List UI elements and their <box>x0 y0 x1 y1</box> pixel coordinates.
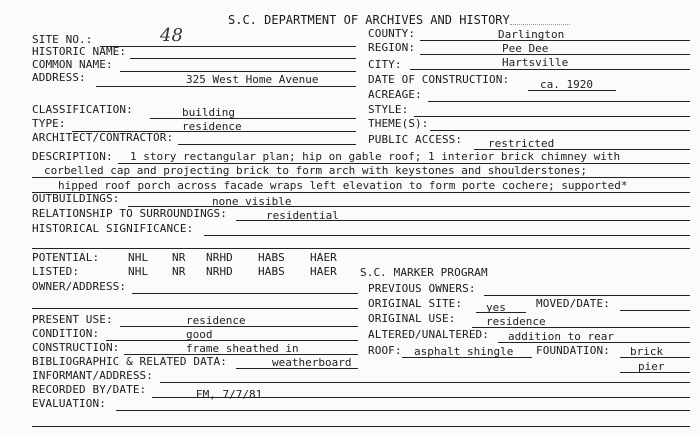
city-line <box>410 69 690 70</box>
county-value: Darlington <box>498 28 565 41</box>
themes-line <box>430 130 690 131</box>
moved-date-label: MOVED/DATE: <box>536 297 610 310</box>
present-use-line <box>120 326 358 327</box>
relationship-label: RELATIONSHIP TO SURROUNDINGS: <box>32 207 227 220</box>
moved-date-line <box>620 310 690 311</box>
county-line <box>420 40 690 41</box>
altered-line <box>498 342 690 343</box>
style-line <box>414 116 690 117</box>
potential-nr: NR <box>172 251 186 264</box>
foundation-value-2: pier <box>638 360 665 373</box>
outbuildings-value: none visible <box>212 195 292 208</box>
site-no-value: 48 <box>160 25 183 46</box>
condition-label: CONDITION: <box>32 327 100 340</box>
architect-line <box>178 144 356 145</box>
owner-address-line-2 <box>32 308 358 309</box>
recorded-value: EM, 7/7/81 <box>196 388 263 401</box>
significance-label: HISTORICAL SIGNIFICANCE: <box>32 222 194 235</box>
original-site-label: ORIGINAL SITE: <box>368 297 463 310</box>
construction-value: frame sheathed in <box>186 342 299 355</box>
roof-line <box>402 357 532 358</box>
listed-label: LISTED: <box>32 265 80 278</box>
foundation-line-2 <box>620 372 690 373</box>
listed-haer: HAER <box>310 265 337 278</box>
previous-owners-line <box>484 295 690 296</box>
address-value: 325 West Home Avenue <box>186 73 319 86</box>
city-value: Hartsville <box>502 56 569 69</box>
region-line <box>420 54 690 55</box>
description-line-1: 1 story rectangular plan; hip on gable roof; 1 interior brick chimney with <box>130 150 621 163</box>
previous-owners-label: PREVIOUS OWNERS: <box>368 282 476 295</box>
title-dotted-rule <box>510 24 570 25</box>
type-value: residence <box>182 120 242 133</box>
construction-value-2: weatherboard <box>272 356 352 369</box>
bibliographic-label: BIBLIOGRAPHIC & RELATED DATA: <box>32 355 227 368</box>
listed-nr: NR <box>172 265 186 278</box>
date-construction-value: ca. 1920 <box>540 78 593 91</box>
original-site-line <box>476 312 526 313</box>
foundation-label: FOUNDATION: <box>536 344 610 357</box>
address-line <box>96 86 356 87</box>
significance-line-2 <box>32 248 690 249</box>
architect-label: ARCHITECT/CONTRACTOR: <box>32 131 174 144</box>
owner-address-label: OWNER/ADDRESS: <box>32 280 127 293</box>
address-label: ADDRESS: <box>32 71 86 84</box>
description-label: DESCRIPTION: <box>32 150 113 163</box>
historic-name-label: HISTORIC NAME: <box>32 45 127 58</box>
region-value: Pee Dee <box>502 42 549 55</box>
potential-label: POTENTIAL: <box>32 251 100 264</box>
informant-line <box>160 382 690 383</box>
listed-nrhd: NRHD <box>206 265 233 278</box>
type-label: TYPE: <box>32 117 66 130</box>
historic-name-line <box>130 58 356 59</box>
altered-value: addition to rear <box>508 330 614 343</box>
site-no-label: SITE NO.: <box>32 33 93 46</box>
potential-haer: HAER <box>310 251 337 264</box>
department-title: S.C. DEPARTMENT OF ARCHIVES AND HISTORY <box>228 13 510 27</box>
relationship-value: residential <box>266 209 339 222</box>
acreage-label: ACREAGE: <box>368 88 422 101</box>
description-rule-3 <box>32 192 690 193</box>
recorded-line <box>152 397 690 398</box>
original-site-value: yes <box>486 301 506 314</box>
themes-label: THEME(S): <box>368 117 429 130</box>
public-access-label: PUBLIC ACCESS: <box>368 133 463 146</box>
region-label: REGION: <box>368 41 416 54</box>
roof-label: ROOF: <box>368 344 402 357</box>
classification-label: CLASSIFICATION: <box>32 103 133 116</box>
present-use-value: residence <box>186 314 246 327</box>
potential-nrhd: NRHD <box>206 251 233 264</box>
evaluation-line-2 <box>32 426 690 427</box>
public-access-value: restricted <box>488 137 555 150</box>
foundation-line <box>620 357 690 358</box>
original-use-line <box>472 327 690 328</box>
site-no-line <box>100 46 356 47</box>
bibliographic-line <box>236 368 358 369</box>
present-use-label: PRESENT USE: <box>32 313 113 326</box>
original-use-value: residence <box>486 315 546 328</box>
city-label: CITY: <box>368 58 402 71</box>
common-name-line <box>120 71 356 72</box>
original-use-label: ORIGINAL USE: <box>368 312 456 325</box>
style-label: STYLE: <box>368 103 409 116</box>
listed-habs: HABS <box>258 265 285 278</box>
owner-address-line <box>132 293 358 294</box>
description-line-2: corbelled cap and projecting brick to form arch with keystones and shoulderstones; <box>44 164 588 177</box>
construction-label: CONSTRUCTION: <box>32 341 120 354</box>
potential-habs: HABS <box>258 251 285 264</box>
outbuildings-label: OUTBUILDINGS: <box>32 192 120 205</box>
description-line-3: hipped roof porch across facade wraps left elevation to form porte cochere; supported* <box>58 179 628 192</box>
altered-label: ALTERED/UNALTERED: <box>368 328 490 341</box>
evaluation-label: EVALUATION: <box>32 397 106 410</box>
roof-value: asphalt shingle <box>414 345 514 358</box>
classification-line <box>150 118 356 119</box>
evaluation-line <box>116 410 690 411</box>
listed-nhl: NHL <box>128 265 149 278</box>
classification-value: building <box>182 106 235 119</box>
condition-line <box>106 340 358 341</box>
potential-nhl: NHL <box>128 251 149 264</box>
description-rule-2 <box>32 177 690 178</box>
date-construction-label: DATE OF CONSTRUCTION: <box>368 73 510 86</box>
acreage-line <box>428 101 690 102</box>
relationship-line <box>236 220 690 221</box>
condition-value: good <box>186 328 213 341</box>
marker-program-label: S.C. MARKER PROGRAM <box>360 266 488 279</box>
foundation-value-1: brick <box>630 345 664 358</box>
county-label: COUNTY: <box>368 27 416 40</box>
common-name-label: COMMON NAME: <box>32 58 113 71</box>
informant-label: INFORMANT/ADDRESS: <box>32 369 154 382</box>
date-construction-line <box>528 90 616 91</box>
significance-line <box>204 235 690 236</box>
recorded-label: RECORDED BY/DATE: <box>32 383 147 396</box>
